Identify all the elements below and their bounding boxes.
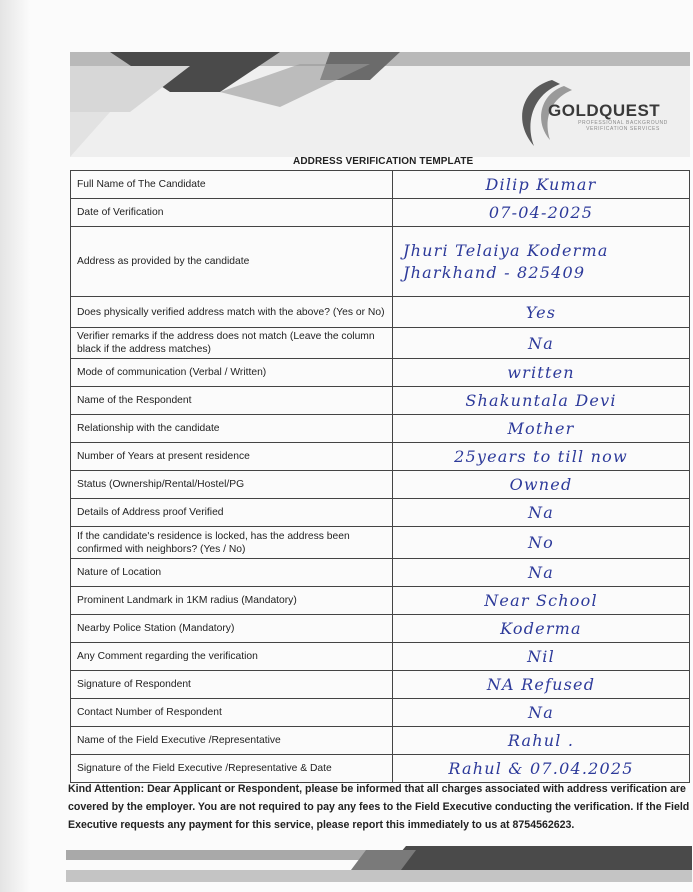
table-row (71, 643, 690, 671)
handwritten-answer: Owned (393, 471, 690, 499)
field-label: Any Comment regarding the verification (71, 643, 393, 671)
handwritten-answer: Mother (393, 415, 690, 443)
field-label: Does physically verified address match with the above? (Yes or No) (71, 297, 393, 328)
scan-edge-shadow (0, 0, 30, 892)
field-label: Relationship with the candidate (71, 415, 393, 443)
field-label: Number of Years at present residence (71, 443, 393, 471)
handwritten-answer: Na (393, 499, 690, 527)
field-label: If the candidate's residence is locked, has the address been confirmed with neighbors? (Yes / No) (71, 527, 393, 559)
field-label: Address as provided by the candidate (71, 227, 393, 297)
handwritten-answer: NA Refused (393, 671, 690, 699)
handwritten-answer (393, 227, 690, 297)
field-label: Contact Number of Respondent (71, 699, 393, 727)
handwritten-answer: Near School (393, 587, 690, 615)
table-row (71, 297, 690, 328)
table-row (71, 671, 690, 699)
field-label: Prominent Landmark in 1KM radius (Mandatory) (71, 587, 393, 615)
field-label: Nearby Police Station (Mandatory) (71, 615, 393, 643)
handwritten-answer: Rahul . (393, 727, 690, 755)
table-row (71, 499, 690, 527)
handwritten-answer: 25years to till now (393, 443, 690, 471)
field-label: Name of the Respondent (71, 387, 393, 415)
footer-banner (66, 844, 692, 884)
handwritten-answer: Na (393, 699, 690, 727)
table-row (71, 755, 690, 783)
table-row (71, 727, 690, 755)
notice-heading: Kind Attention: (68, 783, 145, 795)
handwritten-answer: written (393, 359, 690, 387)
field-label: Name of the Field Executive /Representative (71, 727, 393, 755)
document-title: ADDRESS VERIFICATION TEMPLATE (293, 156, 474, 167)
handwritten-answer: Koderma (393, 615, 690, 643)
table-row (71, 615, 690, 643)
field-label: Mode of communication (Verbal / Written) (71, 359, 393, 387)
handwritten-answer: Yes (393, 297, 690, 328)
field-label: Signature of Respondent (71, 671, 393, 699)
table-row (71, 199, 690, 227)
handwritten-answer: Rahul & 07.04.2025 (393, 755, 690, 783)
field-label: Signature of the Field Executive /Representative & Date (71, 755, 393, 783)
handwritten-answer: Na (393, 559, 690, 587)
payment-notice (68, 780, 692, 834)
field-label: Details of Address proof Verified (71, 499, 393, 527)
handwritten-answer: Nil (393, 643, 690, 671)
logo-tagline: PROFESSIONAL BACKGROUND VERIFICATION SERVICES (578, 120, 668, 132)
table-row (71, 559, 690, 587)
field-label: Full Name of The Candidate (71, 171, 393, 199)
table-row (71, 699, 690, 727)
table-row (71, 527, 690, 559)
field-label: Date of Verification (71, 199, 393, 227)
field-label: Nature of Location (71, 559, 393, 587)
handwritten-answer: Dilip Kumar (393, 171, 690, 199)
handwritten-answer: No (393, 527, 690, 559)
table-row (71, 443, 690, 471)
table-row (71, 387, 690, 415)
table-row (71, 359, 690, 387)
table-row (71, 328, 690, 359)
handwritten-answer: Shakuntala Devi (393, 387, 690, 415)
table-row (71, 471, 690, 499)
address-line-1: Jhuri Telaiya Koderma (403, 240, 609, 260)
field-label: Verifier remarks if the address does not match (Leave the column black if the address matches) (71, 328, 393, 359)
handwritten-answer: Na (393, 328, 690, 359)
table-row (71, 227, 690, 297)
table-row (71, 171, 690, 199)
notice-text: Dear Applicant or Respondent, please be informed that all charges associated with address verification are covered by the employer. You are not required to pay any fees to the Field Executive conducting the verification. If the Field Executive requests any payment for this service, please report this immediately to us at 8754562623. (68, 783, 690, 831)
field-label: Status (Ownership/Rental/Hostel/PG (71, 471, 393, 499)
address-verification-table (70, 170, 690, 783)
address-line-2: Jharkhand - 825409 (403, 262, 586, 282)
table-row (71, 587, 690, 615)
table-row (71, 415, 690, 443)
logo-text: GOLDQUEST (548, 101, 661, 120)
handwritten-answer: 07-04-2025 (393, 199, 690, 227)
